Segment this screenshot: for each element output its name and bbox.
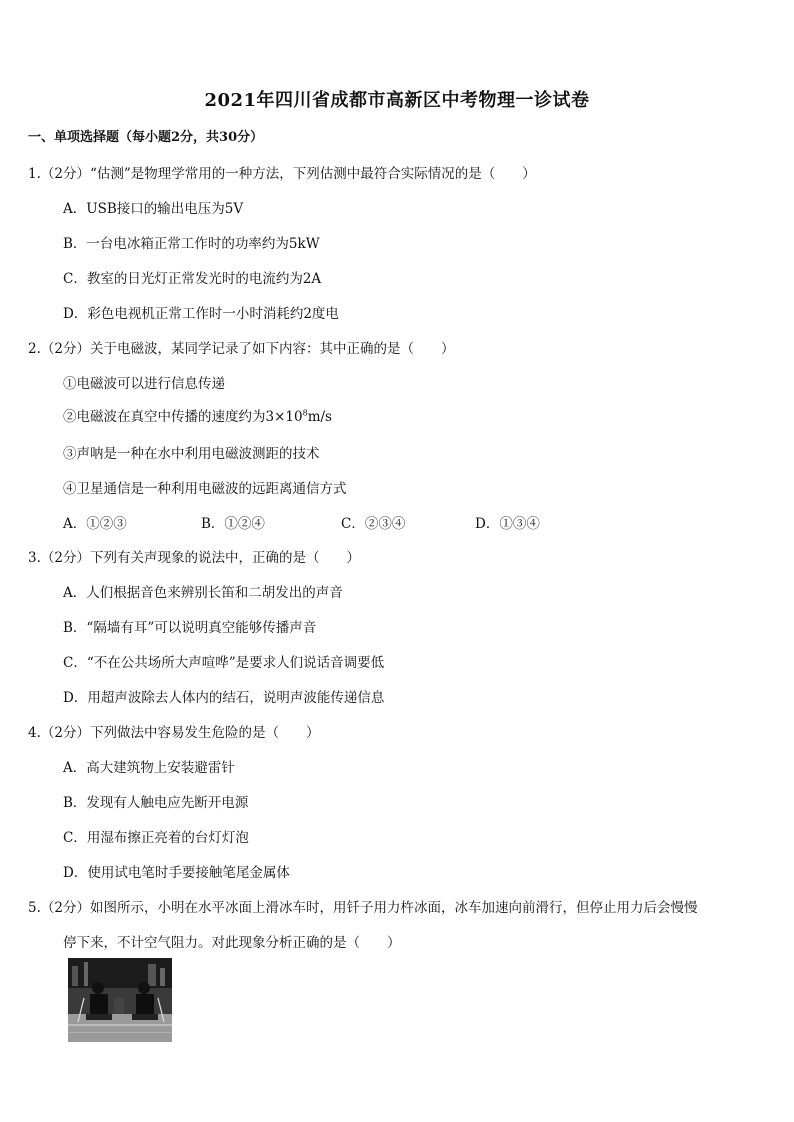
question-4-option-c: C．用湿布擦正亮着的台灯灯泡: [63, 830, 249, 846]
question-2-stem: 2.（2分）关于电磁波，某同学记录了如下内容：其中正确的是（ ）: [28, 341, 455, 357]
question-2-statement-2: ②电磁波在真空中传播的速度约为$3\times 10^8m/s$: [63, 408, 332, 425]
question-3-option-b: B．“隔墙有耳”可以说明真空能够传播声音: [63, 620, 317, 636]
section-heading: 一、单项选择题（每小题2分，共30分）: [28, 130, 264, 145]
question-1-stem: 1.（2分）“估测”是物理学常用的一种方法，下列估测中最符合实际情况的是（ ）: [28, 166, 536, 182]
question-2-option-b: B．①②④: [201, 516, 265, 532]
question-1-option-d: D．彩色电视机正常工作时一小时消耗约2度电: [63, 306, 339, 322]
question-3-option-a: A．人们根据音色来辨别长笛和二胡发出的声音: [63, 585, 343, 601]
question-2-statement-4: ④卫星通信是一种利用电磁波的远距离通信方式: [63, 481, 347, 497]
question-2-option-c: C．②③④: [341, 516, 406, 532]
exponent: 8: [302, 408, 308, 418]
question-5-stem-line-2: 停下来，不计空气阻力。对此现象分析正确的是（ ）: [63, 935, 401, 951]
question-1-option-b: B．一台电冰箱正常工作时的功率约为5kW: [63, 236, 320, 252]
ice-sled-photo: [68, 958, 172, 1042]
question-4-option-d: D．使用试电笔时手要接触笔尾金属体: [63, 865, 290, 881]
question-3-option-c: C．“不在公共场所大声喧哗”是要求人们说话音调要低: [63, 655, 385, 671]
question-2-option-a: A．①②③: [63, 516, 127, 532]
question-1-option-a: A．USB接口的输出电压为5V: [63, 201, 244, 217]
ice-sled-illustration: [68, 958, 172, 1042]
question-5-stem-line-1: 5.（2分）如图所示，小明在水平冰面上滑冰车时，用钎子用力杵冰面，冰车加速向前滑行，但停止用力后会慢慢: [28, 900, 698, 916]
question-1-option-c: C．教室的日光灯正常发光时的电流约为2A: [63, 271, 322, 287]
page-title: 2021年四川省成都市高新区中考物理一诊试卷: [204, 90, 590, 111]
question-3-option-d: D．用超声波除去人体内的结石，说明声波能传递信息: [63, 690, 385, 706]
question-2-option-d: D．①③④: [475, 516, 540, 532]
question-4-stem: 4.（2分）下列做法中容易发生危险的是（ ）: [28, 725, 320, 741]
question-4-option-b: B．发现有人触电应先断开电源: [63, 795, 249, 811]
question-3-stem: 3.（2分）下列有关声现象的说法中，正确的是（ ）: [28, 550, 360, 566]
question-2-statement-1: ①电磁波可以进行信息传递: [63, 376, 225, 392]
question-2-statement-3: ③声呐是一种在水中利用电磁波测距的技术: [63, 446, 320, 462]
question-4-option-a: A．高大建筑物上安装避雷针: [63, 760, 235, 776]
